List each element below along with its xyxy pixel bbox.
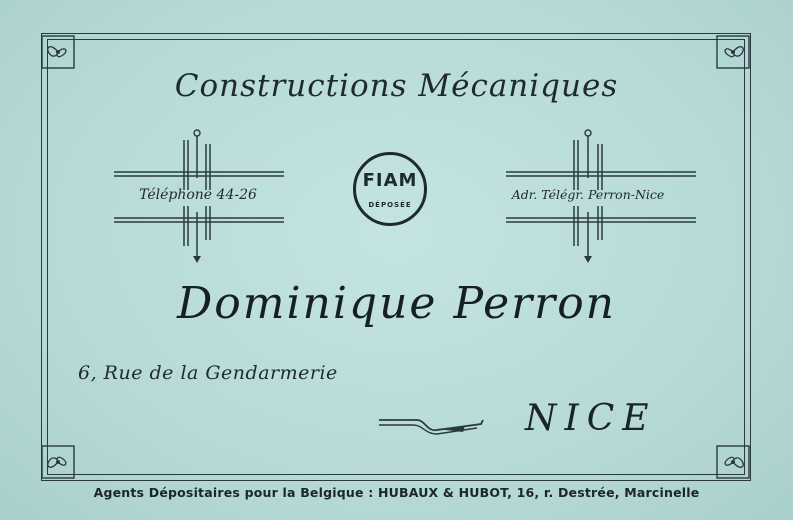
corner-ornament-top-right — [716, 35, 750, 69]
corner-ornament-bottom-right — [716, 445, 750, 479]
street-address: 6, Rue de la Gendarmerie — [78, 362, 338, 384]
fiam-logo — [353, 152, 429, 228]
telegraph-address: Adr. Télégr. Perron-Nice — [511, 187, 665, 202]
footer-agents: Agents Dépositaires pour la Belgique : HUBAUX & HUBOT, 16, r. Destrée, Marcinelle — [93, 485, 700, 500]
logo-brand: FIAM — [362, 170, 418, 191]
page-title: Constructions Mécaniques — [174, 68, 619, 104]
logo-mark: DÉPOSÉE — [368, 201, 412, 209]
pen-flourish — [377, 412, 487, 442]
corner-ornament-top-left — [41, 35, 75, 69]
phone-number: Téléphone 44-26 — [139, 187, 257, 203]
company-name: Dominique Perron — [176, 278, 617, 329]
corner-ornament-bottom-left — [41, 445, 75, 479]
city-name: NICE — [525, 398, 657, 439]
